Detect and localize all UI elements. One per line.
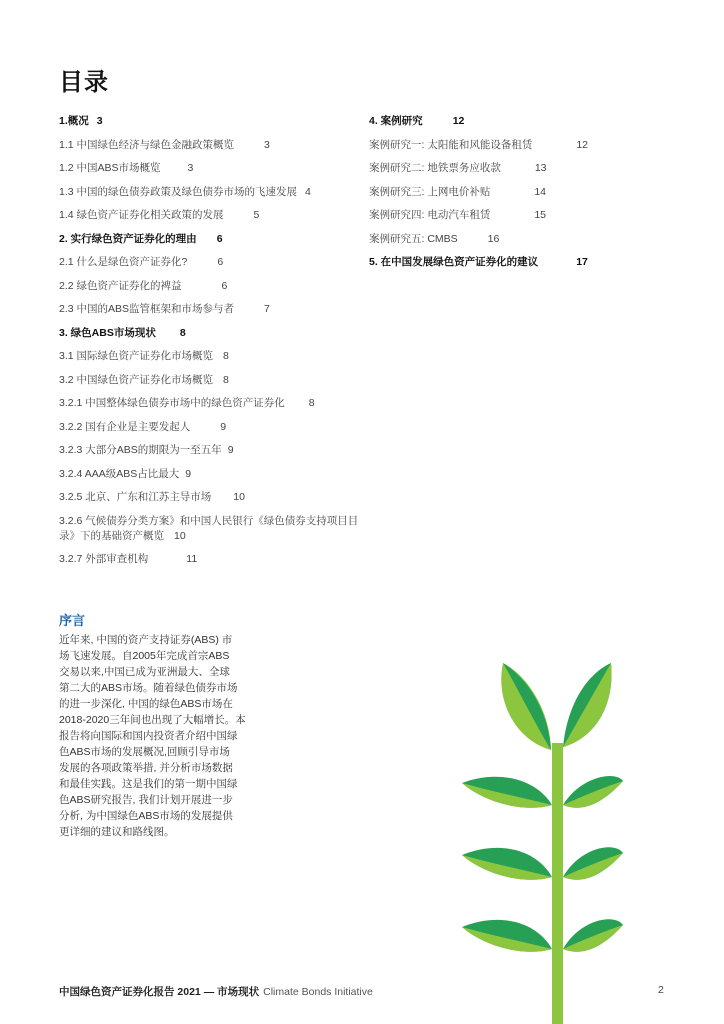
preface-line: 交易以来,中国已成为亚洲最大、全球 [59, 666, 230, 678]
toc-entry[interactable] [59, 279, 379, 294]
preface-line: 更详细的建议和路线图。 [59, 826, 175, 838]
page-number: 2 [658, 984, 664, 996]
preface-line: 分析, 为中国绿色ABS市场的发展提供 [59, 810, 233, 822]
toc-entry-page: 9 [220, 420, 227, 433]
toc-entry-page: 12 [452, 115, 465, 127]
preface-line: 2018-2020三年间也出现了大幅增长。本 [59, 714, 246, 726]
toc-section-entry[interactable] [59, 114, 379, 129]
toc-entry[interactable] [59, 467, 379, 482]
toc-entry-title: 5. 在中国发展绿色资产证券化的建议 [369, 256, 539, 268]
toc-entry-title: 3.2.7 外部审查机构 [59, 553, 149, 565]
toc-entry-page: 4 [305, 185, 311, 198]
toc-entry-page: 9 [227, 444, 234, 456]
leaf-top-right-shade [563, 663, 612, 747]
toc-entry-page: 13 [534, 162, 547, 174]
toc-entry-title: 3. 绿色ABS市场现状 [59, 326, 156, 339]
toc-entry-page: 10 [233, 491, 245, 503]
toc-entry[interactable] [59, 208, 379, 223]
toc-entry-page: 8 [179, 326, 186, 339]
toc-entry[interactable] [369, 232, 629, 247]
preface-line: 近年来, 中国的资产支持证券(ABS) 市 [59, 634, 233, 646]
preface-line: 发展的各项政策举措, 并分析市场数据 [59, 762, 233, 774]
toc-entry-title: 3.2.4 AAA级ABS占比最大 [59, 467, 180, 480]
toc-entry-page: 17 [576, 256, 588, 268]
toc-entry[interactable] [59, 302, 379, 317]
preface-line: 色ABS研究报告, 我们计划开展进一步 [59, 794, 233, 806]
toc-entry[interactable] [369, 185, 629, 200]
preface-line: 的进一步深化, 中国的绿色ABS市场在 [59, 698, 233, 710]
toc-entry-wrap [59, 514, 359, 544]
toc-entry[interactable] [369, 161, 629, 176]
toc-entry-page: 11 [186, 553, 198, 565]
preface-line: 色ABS市场的发展概况,回顾引导市场 [59, 746, 230, 758]
toc-entry-title: 1.4 绿色资产证券化相关政策的发展 [59, 209, 224, 221]
toc-entry-page: 8 [308, 397, 315, 409]
preface-line: 场飞速发展。自2005年完成首宗ABS [59, 650, 230, 662]
toc-entry[interactable] [59, 514, 379, 544]
toc-section-entry[interactable] [59, 326, 379, 341]
toc-section-entry[interactable] [369, 255, 629, 270]
toc-entry-title: 案例研究五: CMBS [369, 232, 458, 245]
toc-entry-page: 3 [264, 138, 270, 151]
toc-entry-page: 7 [264, 303, 270, 315]
toc-entry-page: 9 [185, 467, 192, 480]
toc-section-entry[interactable] [59, 232, 379, 247]
toc-entry-title: 3.2.1 中国整体绿色债券市场中的绿色资产证券化 [59, 397, 285, 409]
toc-entry[interactable] [59, 396, 379, 411]
toc-entry-page: 6 [216, 232, 223, 245]
toc-entry[interactable] [59, 255, 379, 270]
toc-entry[interactable] [59, 420, 379, 435]
toc-entry-title: 案例研究四: 电动汽车租赁 [369, 209, 491, 221]
footer-report-title [59, 984, 373, 999]
toc-entry[interactable] [59, 138, 379, 153]
toc-entry-page: 3 [187, 162, 194, 174]
toc-entry-page: 6 [217, 256, 224, 268]
toc-entry-title: 4. 案例研究 [369, 115, 423, 127]
toc-entry-title: 3.2.6 气候债券分类方案》和中国人民银行《绿色债券支持项目目录》下的基础资产概览 [59, 514, 359, 542]
toc-entry-title: 2.1 什么是绿色资产证券化? [59, 256, 188, 268]
toc-entry[interactable] [369, 208, 629, 223]
toc-entry-title: 1.1 中国绿色经济与绿色金融政策概览 [59, 138, 235, 151]
toc-entry-title: 2. 实行绿色资产证券化的理由 [59, 232, 197, 245]
toc-entry-title: 案例研究三: 上网电价补贴 [369, 185, 491, 198]
toc-entry-page: 5 [253, 209, 260, 221]
toc-entry-title: 1.概况 [59, 115, 89, 127]
preface-line: 报告将向国际和国内投资者介绍中国绿 [59, 730, 238, 742]
toc-entry-page: 15 [534, 209, 547, 221]
toc-entry-page: 16 [487, 232, 500, 245]
preface-line: 和最佳实践。这是我们的第一期中国绿 [59, 778, 238, 790]
toc-left-column [59, 114, 379, 576]
toc-entry[interactable] [59, 552, 379, 567]
toc-entry[interactable] [59, 185, 379, 200]
toc-entry[interactable] [59, 373, 379, 388]
page-title: 目录 [59, 69, 109, 96]
plant-illustration [455, 655, 625, 1024]
toc-entry-page: 14 [534, 185, 547, 198]
toc-entry-title: 3.2.5 北京、广东和江苏主导市场 [59, 491, 212, 503]
toc-entry[interactable] [369, 138, 629, 153]
toc-entry-page: 8 [223, 350, 229, 362]
toc-entry-title: 1.2 中国ABS市场概览 [59, 162, 161, 174]
toc-entry[interactable] [59, 443, 379, 458]
toc-entry-title: 1.3 中国的绿色债券政策及绿色债券市场的飞速发展 [59, 185, 298, 198]
toc-entry[interactable] [59, 161, 379, 176]
toc-entry-page: 12 [576, 138, 589, 151]
toc-section-entry[interactable] [369, 114, 629, 129]
toc-entry[interactable] [59, 349, 379, 364]
toc-entry-title: 案例研究二: 地铁票务应收款 [369, 162, 501, 174]
toc-entry-page: 10 [174, 529, 186, 542]
toc-entry-title: 2.2 绿色资产证券化的裨益 [59, 279, 182, 292]
toc-entry-title: 案例研究一: 太阳能和风能设备租赁 [369, 138, 533, 151]
plant-stem [552, 743, 563, 1024]
toc-entry-page: 3 [96, 115, 103, 127]
toc-right-column [369, 114, 629, 279]
toc-entry-title: 3.2.3 大部分ABS的期限为一至五年 [59, 444, 222, 456]
toc-entry-title: 3.2 中国绿色资产证券化市场概览 [59, 373, 214, 386]
toc-entry-page: 8 [223, 373, 229, 386]
footer-org: Climate Bonds Initiative [263, 986, 373, 998]
preface-body [59, 632, 255, 840]
toc-entry-page: 6 [221, 279, 228, 292]
toc-entry-title: 2.3 中国的ABS监管框架和市场参与者 [59, 303, 235, 315]
preface-line: 第二大的ABS市场。随着绿色债券市场 [59, 682, 238, 694]
footer-report-name: 中国绿色资产证券化报告 2021 — 市场现状 [59, 986, 260, 998]
preface-title: 序言 [59, 613, 86, 628]
toc-entry-title: 3.2.2 国有企业是主要发起人 [59, 420, 191, 433]
toc-entry[interactable] [59, 490, 379, 505]
toc-entry-title: 3.1 国际绿色资产证券化市场概览 [59, 350, 214, 362]
